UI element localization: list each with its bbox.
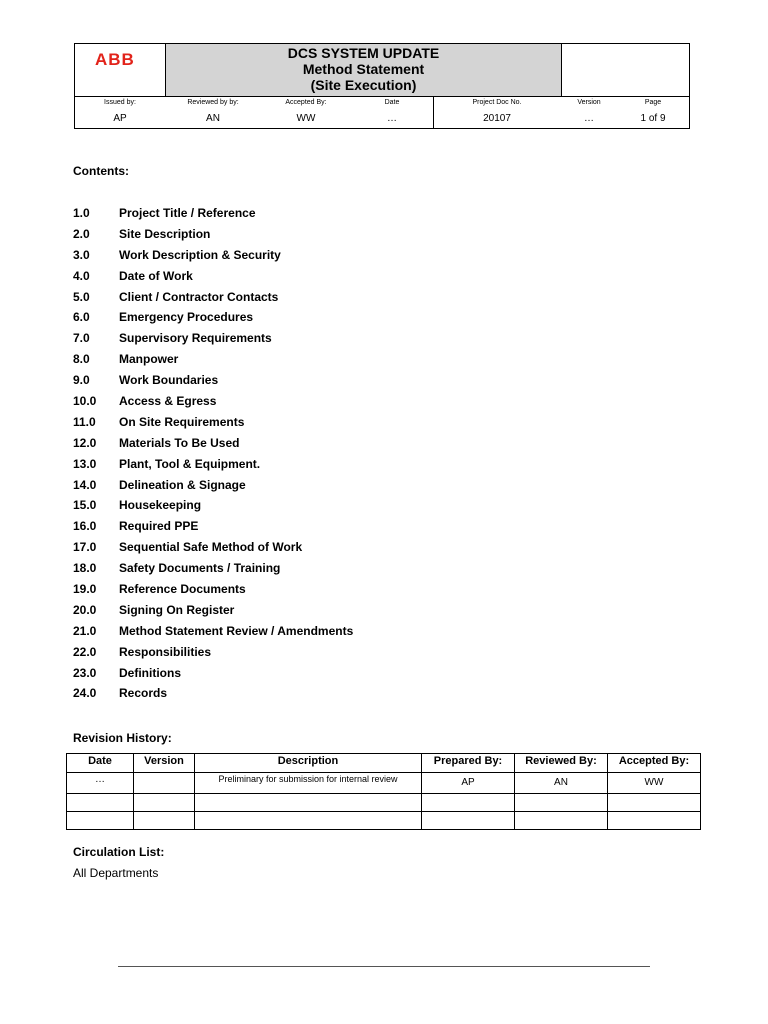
field-value: AP [113,113,127,124]
date-field [351,97,433,128]
cell-date: … [67,773,134,794]
document-header [74,43,690,129]
cell-accepted-by [608,794,701,812]
toc-title: Signing On Register [119,602,235,617]
accepted-by-field [261,97,351,128]
col-header-reviewed-by: Reviewed By: [515,754,608,773]
table-row [67,773,701,794]
cell-prepared-by [422,794,515,812]
field-label: Version [577,99,601,106]
cell-version [134,794,195,812]
toc-number: 9.0 [73,373,90,388]
toc-title: Emergency Procedures [119,310,254,325]
cell-reviewed-by [515,812,608,830]
title-line-3: (Site Execution) [310,77,417,93]
cell-description: Preliminary for submission for internal review [195,773,422,794]
cell-version [134,812,195,830]
toc-number: 5.0 [73,289,90,304]
toc-number: 24.0 [73,686,97,701]
toc-title: On Site Requirements [119,414,245,429]
footer-rule [118,966,650,967]
toc-number: 23.0 [73,665,97,680]
toc-number: 10.0 [73,394,97,409]
toc-number: 19.0 [73,582,97,597]
toc-title: Records [119,686,168,701]
field-value: … [584,113,594,124]
toc-title: Project Title / Reference [119,206,256,220]
toc-number: 16.0 [73,519,97,534]
cell-date [67,812,134,830]
toc-number: 22.0 [73,644,97,659]
title-line-1: DCS SYSTEM UPDATE [287,45,440,61]
toc-number: 11.0 [73,414,96,429]
toc-title: Supervisory Requirements [119,331,272,346]
toc-number: 20.0 [73,602,97,617]
cell-reviewed-by: AN [515,773,608,794]
toc-title: Manpower [119,352,179,367]
toc-number: 7.0 [73,331,90,346]
cell-description [195,812,422,830]
issued-by-field [75,97,165,128]
toc-title: Responsibilities [119,644,212,659]
circulation-list-value: All Departments [73,866,159,880]
cell-accepted-by [608,812,701,830]
cell-description [195,794,422,812]
toc-number: 6.0 [73,310,90,325]
toc-number: 2.0 [73,226,90,241]
title-line-2: Method Statement [302,61,425,77]
toc-title: Site Description [119,226,211,241]
header-fields-row [75,97,689,128]
table-row [67,812,701,830]
col-header-date: Date [67,754,134,773]
header-blank-cell [562,44,689,96]
col-header-accepted-by: Accepted By: [608,754,701,773]
revision-history-table [66,753,701,830]
reviewed-by-field [165,97,261,128]
header-top-row [75,44,689,97]
cell-reviewed-by [515,794,608,812]
field-value: 20107 [483,113,511,124]
version-field [560,97,618,128]
toc-title: Reference Documents [119,582,246,597]
toc-title: Method Statement Review / Amendments [119,623,354,638]
cell-prepared-by: AP [422,773,515,794]
abb-logo: ABB [95,50,135,69]
contents-heading: Contents: [73,164,129,178]
toc-title: Required PPE [119,519,199,534]
col-header-version: Version [134,754,195,773]
toc-number: 14.0 [73,477,97,492]
table-header-row [67,754,701,773]
toc-number: 3.0 [73,247,90,262]
field-label: Reviewed by by: [187,99,239,106]
toc-title: Materials To Be Used [119,435,240,450]
col-header-prepared-by: Prepared By: [422,754,515,773]
table-row [67,794,701,812]
toc-title: Client / Contractor Contacts [119,289,279,304]
field-value: … [387,113,397,124]
toc-number: 17.0 [73,540,97,555]
field-value: AN [206,113,220,124]
field-value: WW [296,113,316,124]
field-label: Accepted By: [285,99,327,106]
col-header-description: Description [195,754,422,773]
field-label: Issued by: [104,99,136,106]
toc-title: Delineation & Signage [119,477,246,492]
toc-title: Work Boundaries [119,373,219,388]
cell-version [134,773,195,794]
toc-title: Work Description & Security [119,247,281,262]
page-field [618,97,688,128]
toc-title: Housekeeping [119,498,202,513]
project-doc-field [434,97,560,128]
revision-history-heading: Revision History: [73,731,172,745]
toc-title: Plant, Tool & Equipment. [119,456,261,471]
toc-title: Safety Documents / Training [119,561,281,576]
field-value: 1 of 9 [640,113,666,124]
cell-accepted-by: WW [608,773,701,794]
field-label: Project Doc No. [472,99,522,106]
circulation-list-heading: Circulation List: [73,845,165,859]
toc-number: 21.0 [73,623,97,638]
toc-number: 4.0 [73,268,90,283]
toc-title: Access & Egress [119,394,217,409]
cell-prepared-by [422,812,515,830]
field-label: Date [384,99,400,106]
toc-number: 1.0 [73,206,90,220]
toc-number: 15.0 [73,498,97,513]
toc-number: 18.0 [73,561,97,576]
document-title [166,44,562,96]
cell-date [67,794,134,812]
toc-title: Sequential Safe Method of Work [119,540,303,555]
toc-title: Definitions [119,665,181,680]
toc-number: 12.0 [73,435,97,450]
toc-number: 8.0 [73,352,90,367]
logo-cell [75,44,166,96]
toc-title: Date of Work [119,268,193,283]
field-label: Page [644,99,662,106]
toc-number: 13.0 [73,456,97,471]
